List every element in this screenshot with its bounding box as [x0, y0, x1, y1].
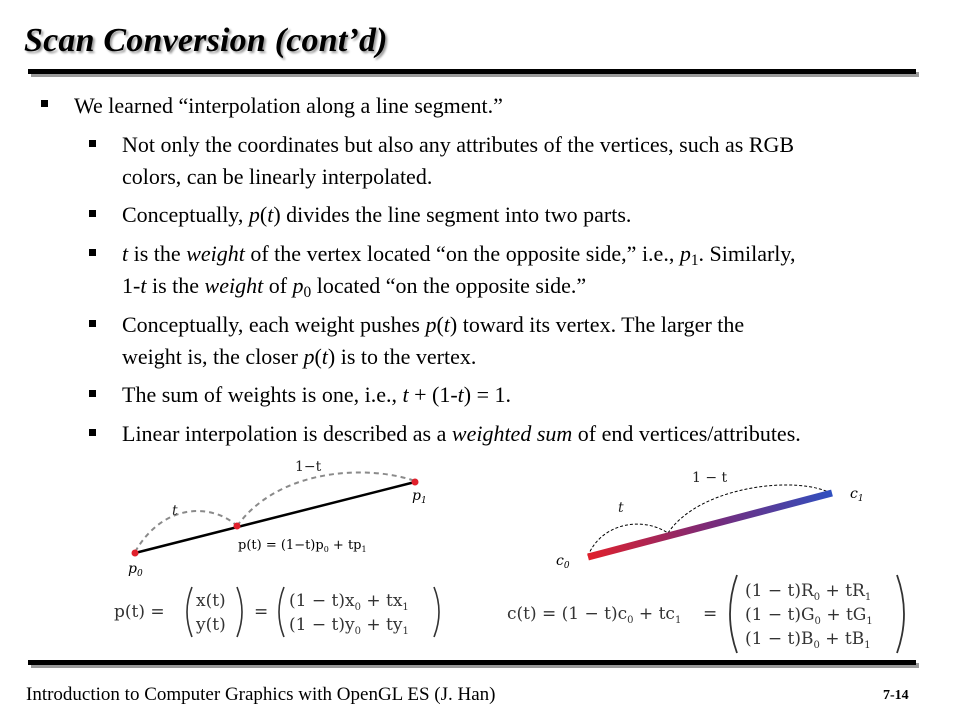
bullet-3: Conceptually, p(t) divides the line segment into two parts. [122, 202, 632, 227]
bullet-marker [89, 249, 96, 256]
paren-left-2 [279, 587, 284, 637]
label-p0: $p_0$ [128, 561, 143, 579]
bullet-2-line-1: Not only the coordinates but also any attributes of the vertices, such as RGB [122, 132, 795, 157]
paren-right-1 [237, 587, 242, 637]
label-c0: $c_0$ [556, 553, 570, 571]
eq-equals: = [254, 602, 269, 622]
label-t: t [618, 500, 624, 516]
bullet-6: The sum of weights is one, i.e., t + (1-t) = 1. [122, 382, 512, 407]
paren-left [730, 575, 737, 653]
footer-text: Introduction to Computer Graphics with OpenGL ES (J. Han) [26, 684, 496, 705]
point-pt [234, 523, 241, 530]
bullet-7: Linear interpolation is described as a weighted sum of end vertices/attributes. [122, 421, 801, 446]
bullet-2-line-2: colors, can be linearly interpolated. [122, 164, 433, 189]
bullet-marker [89, 140, 96, 147]
bullet-marker [89, 210, 96, 217]
eq-equals: = [703, 604, 718, 624]
bullet-marker [89, 390, 96, 397]
title-divider [28, 69, 916, 74]
eq-lhs: p(t) = [114, 602, 165, 622]
label-c1: $c_1$ [850, 486, 864, 504]
color-gradient-line [588, 493, 832, 557]
bullet-4-line-2: 1-t is the weight of $p_0$ located “on the opposite side.” [122, 273, 587, 301]
label-p1: $p_1$ [412, 488, 427, 506]
point-p0 [132, 550, 139, 557]
arc-1-minus-t [668, 485, 832, 533]
left-interpolation-diagram [110, 455, 450, 580]
left-equation [112, 582, 452, 642]
bullet-5-line-2: weight is, the closer p(t) is to the vertex. [122, 344, 477, 369]
eq-r3: $(1 - t)B_0 + tB_1$ [745, 629, 871, 651]
arc-1-minus-t [237, 472, 415, 526]
paren-right [897, 575, 904, 653]
label-t: t [172, 503, 178, 519]
page-number: 7-14 [883, 688, 909, 703]
eq-r1: $(1 - t)x_0 + tx_1$ [289, 591, 409, 613]
right-color-interpolation-diagram [540, 455, 880, 580]
eq-r2: $(1 - t)y_0 + ty_1$ [289, 615, 409, 637]
eq-r2: $(1 - t)G_0 + tG_1$ [745, 605, 873, 627]
label-pt-formula: $p(t) = (1-t)p_0 + tp_1$ [238, 538, 367, 554]
bullet-4-line-1: t is the weight of the vertex located “on the opposite side,” i.e., $p_1$. Similarly, [122, 241, 796, 269]
eq-lhs: $c(t) = (1 - t)c_0 + tc_1$ [507, 604, 682, 626]
paren-left-1 [187, 587, 192, 637]
eq-v1: x(t) [196, 591, 226, 611]
bullet-marker [41, 100, 48, 107]
bullet-marker [89, 429, 96, 436]
right-equation [505, 572, 915, 657]
bullet-marker [89, 320, 96, 327]
label-1-minus-t: 1−t [295, 459, 322, 475]
footer-divider [28, 660, 916, 665]
bullet-5-line-1: Conceptually, each weight pushes p(t) toward its vertex. The larger the [122, 312, 745, 337]
paren-right-2 [434, 587, 439, 637]
bullet-1: We learned “interpolation along a line segment.” [74, 93, 503, 118]
eq-v2: y(t) [196, 615, 226, 635]
slide-title: Scan Conversion (cont’d) [24, 22, 388, 59]
eq-r1: $(1 - t)R_0 + tR_1$ [745, 581, 872, 603]
point-p1 [412, 479, 419, 486]
label-1-minus-t: 1 − t [692, 470, 728, 486]
